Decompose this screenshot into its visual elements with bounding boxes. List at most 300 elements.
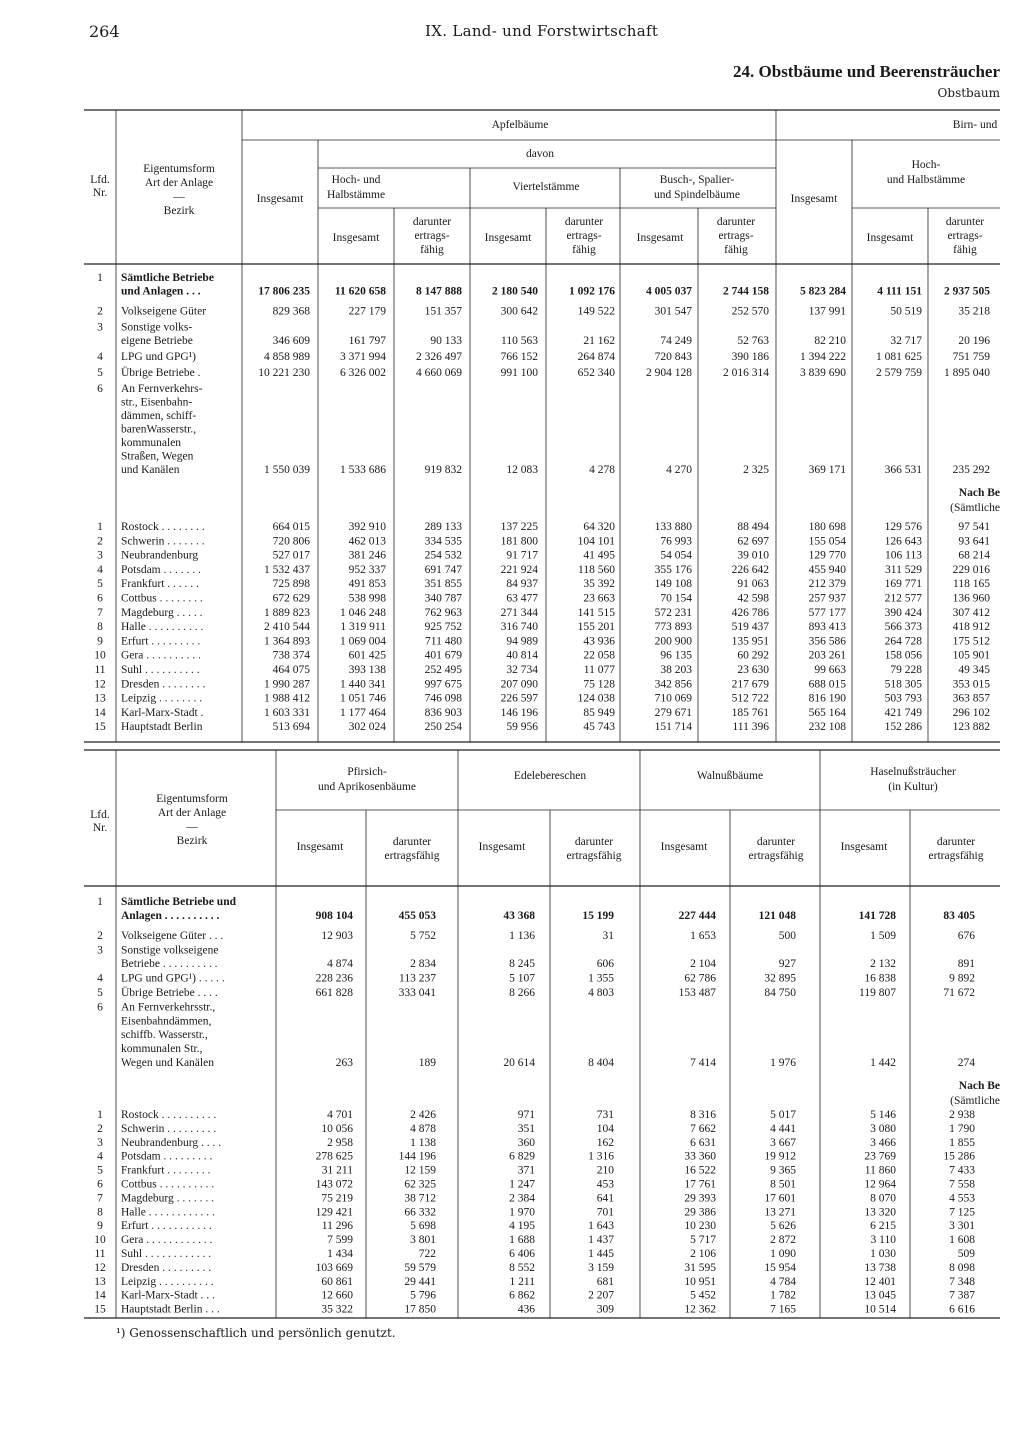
value-cell: 565 164: [808, 706, 846, 719]
value-cell: 91 063: [737, 578, 769, 591]
value-cell: 274: [957, 1056, 975, 1069]
value-cell: 75 128: [583, 678, 615, 691]
darunter-header: darunter: [716, 216, 756, 228]
value-cell: 141 728: [858, 909, 896, 922]
value-cell: 203 261: [808, 649, 846, 662]
value-cell: 2 016 314: [723, 367, 769, 379]
value-cell: 35 322: [321, 1303, 353, 1316]
value-cell: 175 512: [952, 635, 990, 648]
row-number: 6: [97, 1178, 103, 1191]
bezirk-label: Erfurt . . . . . . . . . . .: [121, 1220, 212, 1233]
value-cell: 762 963: [424, 606, 462, 619]
value-cell: 3 371 994: [340, 351, 386, 363]
value-cell: 3 466: [870, 1136, 896, 1149]
value-cell: 4 858 989: [264, 351, 310, 363]
value-cell: 1 688: [509, 1234, 535, 1247]
value-cell: 952 337: [348, 563, 386, 576]
value-cell: 340 787: [424, 592, 462, 605]
value-cell: 271 344: [500, 606, 538, 619]
row-number: 3: [97, 1136, 103, 1149]
davon-label: davon: [525, 148, 555, 160]
value-cell: 1 136: [509, 929, 535, 942]
value-cell: 664 015: [272, 521, 310, 533]
value-cell: 1 081 625: [876, 351, 922, 363]
row-label: schiffb. Wasserstr.,: [121, 1029, 208, 1042]
bezirk-label: Potsdam . . . . . . . . .: [121, 1150, 213, 1163]
value-cell: 300 642: [500, 305, 538, 318]
value-cell: 500: [778, 929, 796, 942]
value-cell: 1 434: [327, 1248, 353, 1260]
value-cell: 566 373: [884, 621, 922, 634]
bezirk-label: Gera . . . . . . . . . . . .: [121, 1234, 213, 1247]
lfd-header: Nr.: [92, 822, 108, 834]
value-cell: 1 608: [949, 1234, 975, 1247]
value-cell: 7 433: [949, 1164, 975, 1177]
row-label: und Anlagen . . .: [121, 285, 201, 298]
row-number: 6: [97, 1001, 103, 1014]
darunter-header: ertragsfähig: [928, 850, 984, 862]
row-number: 1: [97, 521, 103, 533]
row-label: eigene Betriebe: [121, 335, 193, 347]
value-cell: 4 553: [949, 1192, 975, 1205]
value-cell: 135 951: [731, 635, 769, 648]
value-cell: 264 874: [577, 351, 615, 363]
row-label: kommunalen: [121, 437, 182, 449]
value-cell: 527 017: [272, 549, 310, 562]
value-cell: 3 110: [870, 1234, 896, 1247]
value-cell: 68 214: [958, 549, 990, 562]
darunter-header: ertragsfähig: [566, 850, 622, 862]
value-cell: 1 046 248: [340, 606, 386, 619]
value-cell: 1 509: [870, 929, 896, 942]
value-cell: 2 132: [870, 958, 896, 971]
value-cell: 4 784: [770, 1275, 796, 1288]
value-cell: 279 671: [654, 706, 692, 719]
value-cell: 731: [596, 1109, 614, 1121]
value-cell: 421 749: [884, 706, 922, 719]
value-cell: 1 364 893: [264, 635, 310, 648]
value-cell: 17 761: [684, 1178, 716, 1191]
row-number: 15: [94, 1303, 106, 1316]
row-label: Anlagen . . . . . . . . . .: [121, 909, 220, 922]
sub-busch: und Spindelbäume: [654, 189, 740, 201]
value-cell: 816 190: [808, 692, 846, 705]
value-cell: 137 225: [500, 521, 538, 533]
group-birn: Birn- und: [952, 119, 998, 131]
row-label: Sämtliche Betriebe: [121, 272, 214, 284]
value-cell: 185 761: [731, 706, 769, 719]
value-cell: 289 133: [424, 521, 462, 533]
value-cell: 5 626: [770, 1220, 796, 1233]
value-cell: 104 101: [577, 535, 615, 548]
value-cell: 1 394 222: [800, 351, 846, 363]
bezirk-label: Rostock . . . . . . . .: [121, 521, 205, 533]
value-cell: 35 218: [958, 305, 990, 318]
bezirk-label: Schwerin . . . . . . .: [121, 535, 205, 548]
value-cell: 2 744 158: [723, 285, 769, 298]
running-head: IX. Land- und Forstwirtschaft: [425, 22, 659, 40]
bezirk-label: Neubrandenburg . . . .: [121, 1136, 222, 1149]
value-cell: 13 738: [864, 1261, 896, 1274]
value-cell: 91 717: [506, 549, 538, 562]
value-cell: 971: [517, 1109, 535, 1121]
value-cell: 519 437: [731, 621, 769, 634]
value-cell: 153 487: [678, 987, 716, 1000]
row-label: Übrige Betriebe . . . .: [121, 987, 218, 1000]
bezirk-label: Erfurt . . . . . . . . .: [121, 635, 201, 648]
value-cell: 309: [596, 1303, 614, 1316]
value-cell: 59 956: [506, 721, 538, 734]
row-number: 10: [94, 649, 106, 662]
value-cell: 20 614: [503, 1056, 535, 1069]
value-cell: 342 856: [654, 678, 692, 691]
value-cell: 19 912: [764, 1150, 796, 1163]
value-cell: 35 392: [583, 578, 615, 591]
bezirk-label: Magdeburg . . . . .: [121, 606, 203, 619]
value-cell: 355 176: [654, 563, 692, 576]
sub-birn-hoch: und Halbstämme: [886, 174, 966, 186]
value-cell: 2 106: [690, 1248, 716, 1260]
value-cell: 390 186: [731, 351, 769, 363]
value-cell: 50 519: [890, 305, 922, 318]
stub-header: Bezirk: [163, 205, 195, 217]
value-cell: 1 051 746: [340, 692, 386, 705]
value-cell: 418 912: [952, 621, 990, 634]
value-cell: 1 247: [509, 1178, 535, 1191]
row-number: 7: [97, 1192, 103, 1205]
value-cell: 133 880: [654, 521, 692, 533]
value-cell: 146 196: [500, 706, 538, 719]
darunter-header: ertrags-: [566, 230, 602, 242]
value-cell: 8 501: [770, 1178, 796, 1191]
value-cell: 129 421: [315, 1206, 353, 1219]
group-edeleberesche: Edelebereschen: [513, 770, 587, 782]
value-cell: 1 177 464: [340, 706, 386, 719]
value-cell: 124 038: [577, 692, 615, 705]
lfd-header: Nr.: [92, 187, 108, 199]
value-cell: 4 278: [589, 464, 615, 476]
bezirk-label: Karl-Marx-Stadt .: [121, 706, 204, 719]
row-number: 14: [94, 706, 106, 719]
row-number: 7: [97, 606, 103, 619]
value-cell: 66 332: [404, 1206, 436, 1219]
bezirk-label: Rostock . . . . . . . . . .: [121, 1109, 217, 1121]
value-cell: 32 717: [890, 335, 922, 347]
value-cell: 235 292: [952, 464, 990, 476]
value-cell: 711 480: [425, 635, 462, 648]
value-cell: 5 017: [770, 1109, 796, 1121]
value-cell: 94 989: [506, 635, 538, 648]
value-cell: 738 374: [272, 649, 310, 662]
value-cell: 455 940: [808, 563, 846, 576]
row-number: 4: [97, 972, 103, 985]
value-cell: 1 355: [588, 972, 614, 985]
value-cell: 16 838: [864, 972, 896, 985]
value-cell: 4 111 151: [877, 285, 922, 298]
row-label: barenWasserstr.,: [121, 423, 197, 436]
value-cell: 6 326 002: [340, 367, 386, 379]
bezirk-label: Dresden . . . . . . . .: [121, 678, 206, 691]
insgesamt-header: Insgesamt: [660, 841, 708, 853]
sub-busch: Busch-, Spalier-: [659, 174, 735, 186]
stub-header: Eigentumsform: [143, 163, 215, 175]
value-cell: 390 424: [884, 606, 922, 619]
value-cell: 720 843: [654, 351, 692, 363]
value-cell: 2 938: [949, 1109, 975, 1121]
value-cell: 836 903: [424, 706, 462, 719]
section-bezirke: Nach Be: [958, 1080, 1000, 1092]
value-cell: 925 752: [424, 621, 462, 634]
row-label: kommunalen Str.,: [121, 1043, 203, 1055]
value-cell: 1 550 039: [264, 464, 310, 476]
value-cell: 1 889 823: [264, 606, 310, 619]
value-cell: 137 991: [808, 305, 846, 318]
value-cell: 366 531: [884, 464, 922, 476]
value-cell: 333 041: [398, 987, 436, 1000]
value-cell: 2 326 497: [416, 351, 462, 363]
value-cell: 1 990 287: [264, 678, 310, 691]
bezirk-label: Hauptstadt Berlin . . .: [121, 1303, 220, 1316]
value-cell: 43 368: [503, 909, 535, 922]
bezirk-label: Cottbus . . . . . . . .: [121, 592, 203, 605]
value-cell: 88 494: [737, 521, 769, 533]
section-bezirke-sub: (Sämtliche: [950, 1095, 1000, 1107]
value-cell: 29 386: [684, 1206, 716, 1219]
value-cell: 33 360: [684, 1150, 716, 1163]
value-cell: 15 199: [582, 909, 614, 922]
bezirk-label: Halle . . . . . . . . . .: [121, 621, 204, 634]
value-cell: 6 829: [509, 1150, 535, 1163]
bezirk-label: Potsdam . . . . . . .: [121, 563, 201, 576]
value-cell: 23 769: [864, 1150, 896, 1163]
value-cell: 701: [596, 1206, 614, 1219]
value-cell: 5 752: [410, 929, 436, 942]
value-cell: 2 579 759: [876, 367, 922, 379]
value-cell: 1 970: [509, 1206, 535, 1219]
value-cell: 158 056: [884, 649, 922, 662]
row-number: 4: [97, 1150, 103, 1163]
value-cell: 641: [596, 1192, 614, 1205]
page-number: 264: [89, 22, 120, 41]
value-cell: 4 803: [588, 987, 614, 1000]
value-cell: 104: [596, 1122, 614, 1135]
value-cell: 8 098: [949, 1261, 975, 1274]
insgesamt-header: Insgesamt: [866, 232, 914, 244]
darunter-header: darunter: [945, 216, 985, 228]
section-bezirke-sub: (Sämtliche: [950, 502, 1000, 514]
row-label: dämmen, schiff-: [121, 410, 197, 422]
value-cell: 3 301: [949, 1220, 975, 1233]
value-cell: 42 598: [737, 592, 769, 605]
value-cell: 84 937: [506, 578, 538, 591]
value-cell: 2 937 505: [944, 285, 990, 298]
row-label: Betriebe . . . . . . . . . .: [121, 958, 218, 971]
row-label: LPG und GPG¹): [121, 351, 197, 363]
value-cell: 908 104: [315, 909, 353, 922]
row-number: 5: [97, 1164, 103, 1177]
value-cell: 278 625: [315, 1150, 353, 1163]
group-walnuss: Walnußbäume: [696, 770, 764, 782]
group-pfirsich: Pfirsich-: [347, 766, 387, 778]
value-cell: 1 988 412: [264, 692, 310, 705]
value-cell: 3 801: [410, 1234, 436, 1247]
value-cell: 681: [596, 1275, 614, 1288]
value-cell: 676: [957, 929, 975, 942]
value-cell: 722: [418, 1248, 436, 1260]
value-cell: 6 616: [949, 1303, 975, 1316]
row-number: 11: [94, 1248, 106, 1260]
value-cell: 5 796: [410, 1289, 436, 1302]
value-cell: 62 786: [684, 972, 716, 985]
value-cell: 1 603 331: [264, 706, 310, 719]
value-cell: 661 828: [315, 987, 353, 1000]
value-cell: 151 357: [424, 305, 462, 318]
value-cell: 60 292: [737, 649, 769, 662]
value-cell: 15 954: [764, 1261, 796, 1274]
value-cell: 129 576: [884, 521, 922, 533]
value-cell: 16 522: [684, 1164, 716, 1177]
stub-header: Bezirk: [176, 835, 208, 847]
value-cell: 5 452: [690, 1289, 716, 1302]
value-cell: 155 054: [808, 535, 846, 548]
value-cell: 5 717: [690, 1234, 716, 1247]
value-cell: 90 133: [430, 335, 462, 347]
value-cell: 296 102: [952, 706, 990, 719]
value-cell: 688 015: [808, 678, 846, 691]
row-number: 2: [97, 305, 103, 318]
value-cell: 360: [517, 1136, 535, 1149]
row-number: 1: [97, 896, 103, 908]
insgesamt-header: Insgesamt: [840, 841, 888, 853]
value-cell: 62 325: [404, 1178, 436, 1191]
group-haselnuss: (in Kultur): [888, 781, 938, 793]
value-cell: 509: [957, 1248, 975, 1260]
value-cell: 189: [418, 1056, 436, 1069]
value-cell: 207 090: [500, 678, 538, 691]
value-cell: 31 595: [684, 1261, 716, 1274]
value-cell: 38 712: [404, 1192, 436, 1205]
row-number: 3: [97, 549, 103, 562]
sub-hoch: Halbstämme: [326, 189, 386, 201]
lfd-header: Lfd.: [90, 174, 110, 186]
row-label: Volkseigene Güter: [121, 305, 207, 318]
bezirk-label: Leipzig . . . . . . . .: [121, 692, 203, 705]
value-cell: 20 196: [958, 335, 990, 347]
value-cell: 70 154: [660, 592, 692, 605]
row-label: Sämtliche Betriebe und: [121, 896, 236, 908]
value-cell: 919 832: [424, 464, 462, 476]
value-cell: 17 806 235: [258, 285, 310, 298]
value-cell: 2 384: [509, 1192, 535, 1205]
value-cell: 363 857: [952, 692, 990, 705]
value-cell: 316 740: [500, 621, 538, 634]
value-cell: 4 660 069: [416, 367, 462, 379]
group-pfirsich: und Aprikosenbäume: [317, 781, 417, 793]
darunter-header: ertrags-: [414, 230, 450, 242]
darunter-header: ertragsfähig: [384, 850, 440, 862]
value-cell: 572 231: [654, 606, 692, 619]
row-number: 4: [97, 563, 103, 576]
value-cell: 7 165: [770, 1303, 796, 1316]
value-cell: 2 834: [410, 958, 436, 971]
row-number: 8: [97, 621, 103, 634]
row-number: 5: [97, 578, 103, 591]
value-cell: 106 113: [885, 549, 922, 562]
value-cell: 462 013: [348, 535, 386, 548]
value-cell: 23 630: [737, 664, 769, 676]
row-label: LPG und GPG¹) . . . . .: [121, 972, 225, 985]
value-cell: 710 069: [654, 692, 692, 705]
sub-hoch: Hoch- und: [331, 174, 381, 186]
value-cell: 1 030: [870, 1248, 896, 1260]
row-label: An Fernverkehrsstr.,: [121, 1001, 216, 1014]
row-number: 9: [97, 1220, 103, 1233]
row-number: 3: [97, 944, 103, 957]
stub-header: Art der Anlage: [144, 177, 214, 189]
value-cell: 353 015: [952, 678, 990, 691]
darunter-header: ertrags-: [718, 230, 754, 242]
row-label: Volkseigene Güter . . .: [121, 929, 224, 942]
value-cell: 12 964: [864, 1178, 896, 1191]
value-cell: 11 077: [583, 664, 615, 676]
value-cell: 105 901: [952, 649, 990, 662]
value-cell: 250 254: [424, 721, 462, 734]
value-cell: 226 597: [500, 692, 538, 705]
value-cell: 3 159: [588, 1261, 614, 1274]
value-cell: 4 195: [509, 1220, 535, 1233]
value-cell: 1 440 341: [340, 678, 386, 691]
table-subtitle: Obstbaum: [937, 86, 1000, 100]
value-cell: 512 722: [731, 692, 769, 705]
value-cell: 12 159: [404, 1164, 436, 1177]
value-cell: 4 005 037: [646, 285, 692, 298]
value-cell: 8 070: [870, 1192, 896, 1205]
value-cell: 7 387: [949, 1289, 975, 1302]
darunter-header: darunter: [574, 836, 614, 848]
value-cell: 119 807: [859, 987, 896, 1000]
value-cell: 13 271: [764, 1206, 796, 1219]
row-number: 10: [94, 1234, 106, 1247]
value-cell: 111 396: [732, 721, 769, 734]
value-cell: 1 782: [770, 1289, 796, 1302]
row-number: 12: [94, 1261, 106, 1274]
bezirk-label: Leipzig . . . . . . . . . .: [121, 1275, 214, 1288]
value-cell: 155 201: [577, 621, 615, 634]
value-cell: 12 660: [321, 1289, 353, 1302]
value-cell: 5 698: [410, 1220, 436, 1233]
row-number: 5: [97, 987, 103, 1000]
row-label: Eisenbahndämmen,: [121, 1015, 212, 1028]
value-cell: 31: [602, 929, 614, 942]
value-cell: 4 878: [410, 1122, 436, 1135]
row-number: 6: [97, 383, 103, 395]
value-cell: 180 698: [808, 521, 846, 533]
value-cell: 75 219: [321, 1192, 353, 1205]
value-cell: 6 215: [870, 1220, 896, 1233]
row-number: 15: [94, 721, 106, 734]
value-cell: 8 147 888: [416, 285, 462, 298]
value-cell: 891: [957, 958, 975, 971]
value-cell: 351 855: [424, 578, 462, 591]
darunter-header: darunter: [392, 836, 432, 848]
value-cell: 74 249: [660, 335, 692, 347]
value-cell: 2 325: [743, 464, 769, 476]
value-cell: 113 237: [399, 972, 436, 985]
value-cell: 217 679: [731, 678, 769, 691]
insgesamt-header: Insgesamt: [332, 232, 380, 244]
value-cell: 8 316: [690, 1109, 716, 1121]
value-cell: 93 641: [958, 535, 990, 548]
